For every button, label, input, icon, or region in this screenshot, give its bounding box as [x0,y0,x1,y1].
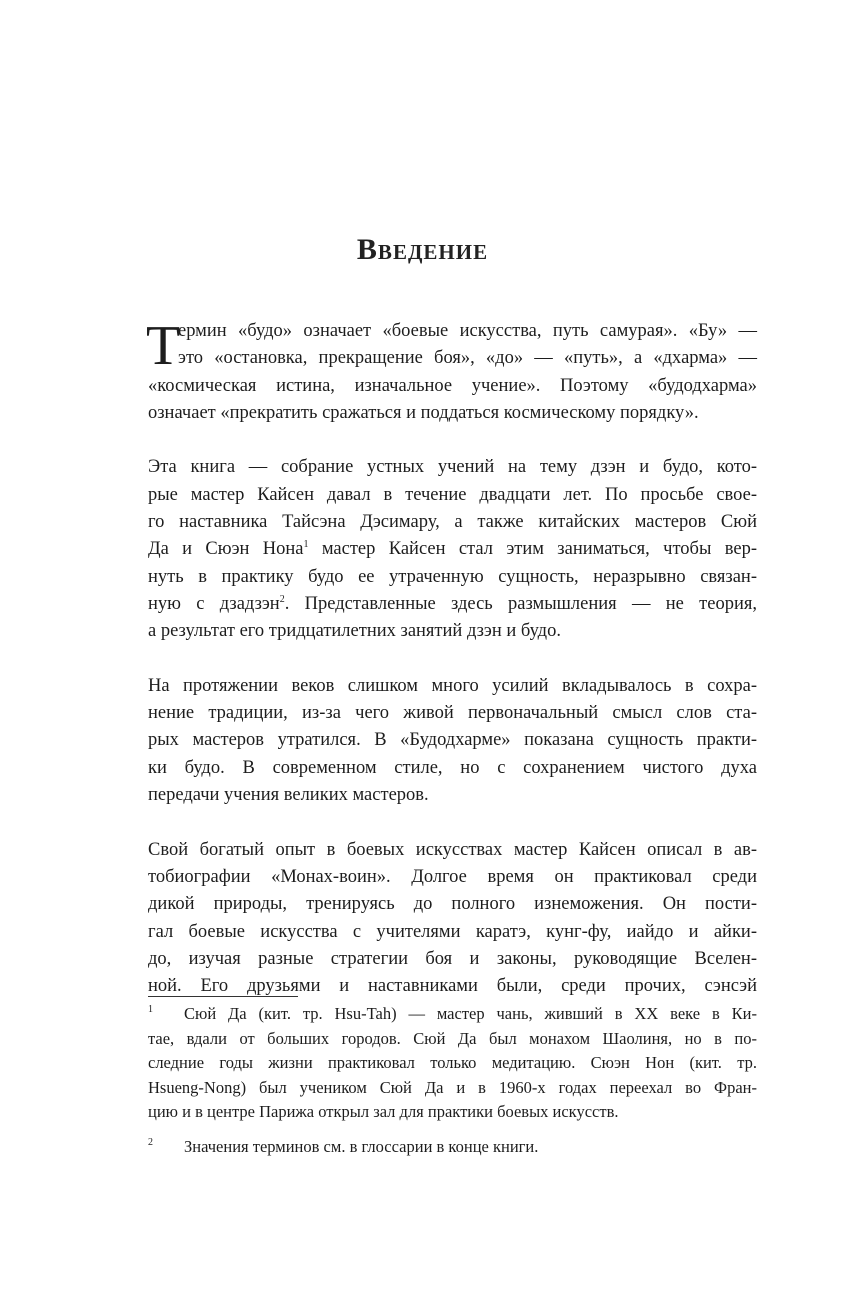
footnote-line: следние годы жизни практиковал только медитацию. Сюэн Нон (кит. тр. [148,1053,757,1072]
paragraph-line: рые мастер Кайсен давал в течение двадцати лет. По просьбе свое- [148,484,757,505]
paragraph-line: дикой природы, тренируясь до полного изнеможения. Он пости- [148,894,757,915]
footnote-line: Сюй Да (кит. тр. Hsu-Tah) — мастер чань, живший в XX веке в Ки- [184,1004,757,1023]
paragraph-line: до, изучая разные стратегии боя и законы, руководящие Вселен- [148,948,757,969]
drop-cap: Т [146,315,181,377]
line-text: мастер Кайсен стал этим заниматься, чтобы вер- [308,539,757,560]
paragraph-line: Свой богатый опыт в боевых искусствах мастер Кайсен описал в ав- [148,839,757,860]
line-text: . Представленные здесь размышления — не теория, [284,593,757,614]
paragraph-line: ки будо. В современном стиле, но с сохранением чистого духа [148,757,757,778]
footnote-line: цию и в центре Парижа открыл зал для практики боевых искусств. [148,1102,619,1121]
paragraph-line: а результат его тридцатилетних занятий дзэн и будо. [148,621,561,642]
paragraph-line [148,536,757,563]
footnote-2 [148,1135,757,1160]
footnote-number: 2 [148,1136,153,1148]
footnote-divider [148,996,298,997]
paragraph-line: нуть в практику будо ее утраченную сущность, неразрывно связан- [148,566,757,587]
paragraph-line: На протяжении веков слишком много усилий вкладывалось в сохра- [148,675,757,696]
footnotes [148,1002,757,1169]
paragraph-line: нение традиции, из-за чего живой первоначальный смысл слов ста- [148,703,757,724]
line-text: ную с дзадзэн [148,593,280,614]
paragraph-line: это «остановка, прекращение боя», «до» — «путь», а «дхарма» — [178,348,757,369]
paragraph-4 [148,837,757,1001]
paragraph-line: го наставника Тайсэна Дэсимару, а также китайских мастеров Сюй [148,512,757,533]
footnote-ref-2[interactable]: 2 [279,593,285,605]
footnote-line: Значения терминов см. в глоссарии в конце книги. [184,1136,539,1156]
footnote-1 [148,1002,757,1125]
main-text [146,315,757,1028]
footnote-number: 1 [148,1004,153,1015]
chapter-title: Введение [356,233,489,267]
footnote-line: тае, вдали от больших городов. Сюй Да был монахом Шаолиня, но в по- [148,1028,757,1048]
footnote-line: Hsueng-Nong) был учеником Сюй Да и в 1960-х годах переехал во Фран- [148,1077,757,1097]
line-text: Да и Сюэн Нона [148,539,304,560]
paragraph-line: тобиографии «Монах-воин». Долгое время он практиковал среди [148,866,757,887]
paragraph-line: гал боевые искусства с учителями каратэ, кунг-фу, иайдо и айки- [148,921,757,942]
footnote-ref-1[interactable]: 1 [303,539,309,551]
paragraph-line: ной. Его друзьями и наставниками были, среди прочих, сэнсэй [148,976,757,997]
paragraph-line [148,591,757,618]
paragraph-line: «космическая истина, изначальное учение». Поэтому «будодхарма» [148,375,757,396]
paragraph-line: ермин «будо» означает «боевые искусства, путь самурая». «Бу» — [178,321,757,341]
paragraph-3 [148,673,757,809]
paragraph-1 [146,315,757,427]
paragraph-line: означает «прекратить сражаться и поддаться космическому порядку». [148,402,699,423]
paragraph-2 [148,454,757,645]
paragraph-line: Эта книга — собрание устных учений на тему дзэн и будо, кото- [148,457,757,478]
paragraph-line: рых мастеров утратился. В «Будодхарме» показана сущность практи- [148,730,757,751]
paragraph-line: передачи учения великих мастеров. [148,785,429,806]
